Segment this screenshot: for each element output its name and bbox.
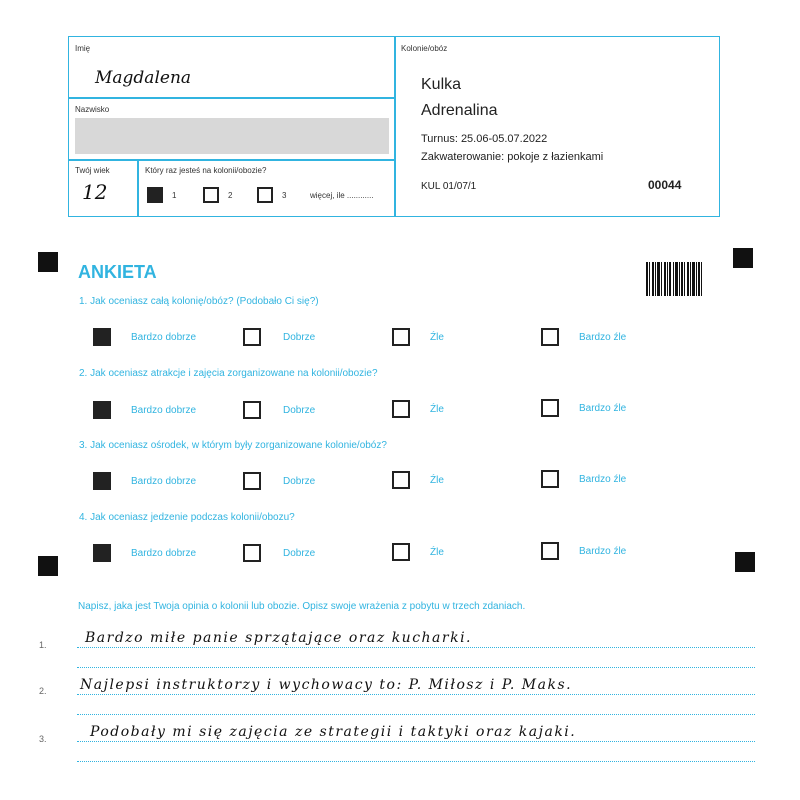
option-label: Bardzo źle — [579, 332, 627, 343]
opinion-line-number: 2. — [39, 686, 47, 696]
option-label: Bardzo dobrze — [131, 332, 197, 343]
q2-checkbox-zle[interactable] — [392, 400, 410, 418]
which-time-option-1: 1 — [172, 191, 177, 200]
q1-checkbox-dobrze[interactable] — [243, 328, 261, 346]
q3-checkbox-dobrze[interactable] — [243, 472, 261, 490]
option-label: Dobrze — [283, 405, 316, 416]
divider — [68, 159, 395, 161]
camp-name-1: Kulka — [421, 76, 462, 93]
registration-marker — [733, 248, 753, 268]
accommodation: Zakwaterowanie: pokoje z łazienkami — [421, 151, 604, 163]
divider — [68, 97, 395, 99]
option-label: Dobrze — [283, 332, 316, 343]
q3-checkbox-bardzo-dobrze[interactable] — [93, 472, 111, 490]
camp-name-2: Adrenalina — [421, 102, 498, 119]
divider — [394, 36, 396, 217]
option-label: Bardzo dobrze — [131, 476, 197, 487]
registration-marker — [38, 252, 58, 272]
option-label: Źle — [430, 547, 444, 558]
which-time-checkbox-3[interactable] — [257, 187, 273, 203]
turnus: Turnus: 25.06-05.07.2022 — [421, 133, 548, 145]
q3-checkbox-bardzo-zle[interactable] — [541, 470, 559, 488]
which-time-option-3: 3 — [282, 191, 287, 200]
divider — [137, 159, 139, 217]
q4-checkbox-zle[interactable] — [392, 543, 410, 561]
question-1: 1. Jak oceniasz całą kolonię/obóz? (Podobało Ci się?) — [79, 296, 319, 307]
option-label: Bardzo dobrze — [131, 405, 197, 416]
first-name-label: Imię — [75, 44, 91, 53]
q2-checkbox-bardzo-zle[interactable] — [541, 399, 559, 417]
q3-checkbox-zle[interactable] — [392, 471, 410, 489]
opinion-line-number: 3. — [39, 734, 47, 744]
opinion-line-number: 1. — [39, 640, 47, 650]
form-number: 00044 — [648, 178, 682, 192]
option-label: Źle — [430, 332, 444, 343]
q4-checkbox-bardzo-zle[interactable] — [541, 542, 559, 560]
age-value[interactable]: 12 — [82, 180, 108, 204]
q1-checkbox-bardzo-dobrze[interactable] — [93, 328, 111, 346]
option-label: Bardzo dobrze — [131, 548, 197, 559]
q2-checkbox-bardzo-dobrze[interactable] — [93, 401, 111, 419]
option-label: Źle — [430, 475, 444, 486]
opinion-line-3[interactable]: Podobały mi się zajęcia ze strategii i taktyki oraz kajaki. — [90, 724, 577, 740]
option-label: Dobrze — [283, 548, 316, 559]
opinion-line-1[interactable]: Bardzo miłe panie sprzątające oraz kucharki. — [85, 630, 473, 646]
question-4: 4. Jak oceniasz jedzenie podczas kolonii/obozu? — [79, 512, 295, 523]
dotted-line — [77, 741, 755, 742]
registration-marker — [735, 552, 755, 572]
q4-checkbox-bardzo-dobrze[interactable] — [93, 544, 111, 562]
option-label: Dobrze — [283, 476, 316, 487]
first-name-value[interactable]: Magdalena — [95, 68, 192, 88]
q1-checkbox-bardzo-zle[interactable] — [541, 328, 559, 346]
opinion-line-2[interactable]: Najlepsi instruktorzy i wychowacy to: P. Miłosz i P. Maks. — [80, 677, 573, 693]
q4-checkbox-dobrze[interactable] — [243, 544, 261, 562]
q2-checkbox-dobrze[interactable] — [243, 401, 261, 419]
dotted-line — [77, 667, 755, 668]
option-label: Bardzo źle — [579, 546, 627, 557]
dotted-line — [77, 714, 755, 715]
question-2: 2. Jak oceniasz atrakcje i zajęcia zorganizowane na kolonii/obozie? — [79, 368, 378, 379]
camp-code: KUL 01/07/1 — [421, 181, 477, 192]
last-name-redacted — [75, 118, 389, 154]
barcode-icon — [646, 262, 702, 296]
more-times-label: więcej, ile ............ — [310, 191, 374, 200]
which-time-checkbox-2[interactable] — [203, 187, 219, 203]
which-time-label: Który raz jesteś na kolonii/obozie? — [145, 166, 267, 175]
dotted-line — [77, 761, 755, 762]
which-time-option-2: 2 — [228, 191, 233, 200]
question-3: 3. Jak oceniasz ośrodek, w którym były zorganizowane kolonie/obóz? — [79, 440, 387, 451]
survey-title: ANKIETA — [78, 262, 157, 282]
opinion-prompt: Napisz, jaka jest Twoja opinia o kolonii lub obozie. Opisz swoje wrażenia z pobytu w trzech zdaniach. — [78, 601, 526, 612]
q1-checkbox-zle[interactable] — [392, 328, 410, 346]
option-label: Bardzo źle — [579, 403, 627, 414]
dotted-line — [77, 694, 755, 695]
last-name-label: Nazwisko — [75, 105, 110, 114]
registration-marker — [38, 556, 58, 576]
age-label: Twój wiek — [75, 166, 110, 175]
option-label: Bardzo źle — [579, 474, 627, 485]
camp-label: Kolonie/obóz — [401, 44, 448, 53]
option-label: Źle — [430, 404, 444, 415]
which-time-checkbox-1[interactable] — [147, 187, 163, 203]
dotted-line — [77, 647, 755, 648]
